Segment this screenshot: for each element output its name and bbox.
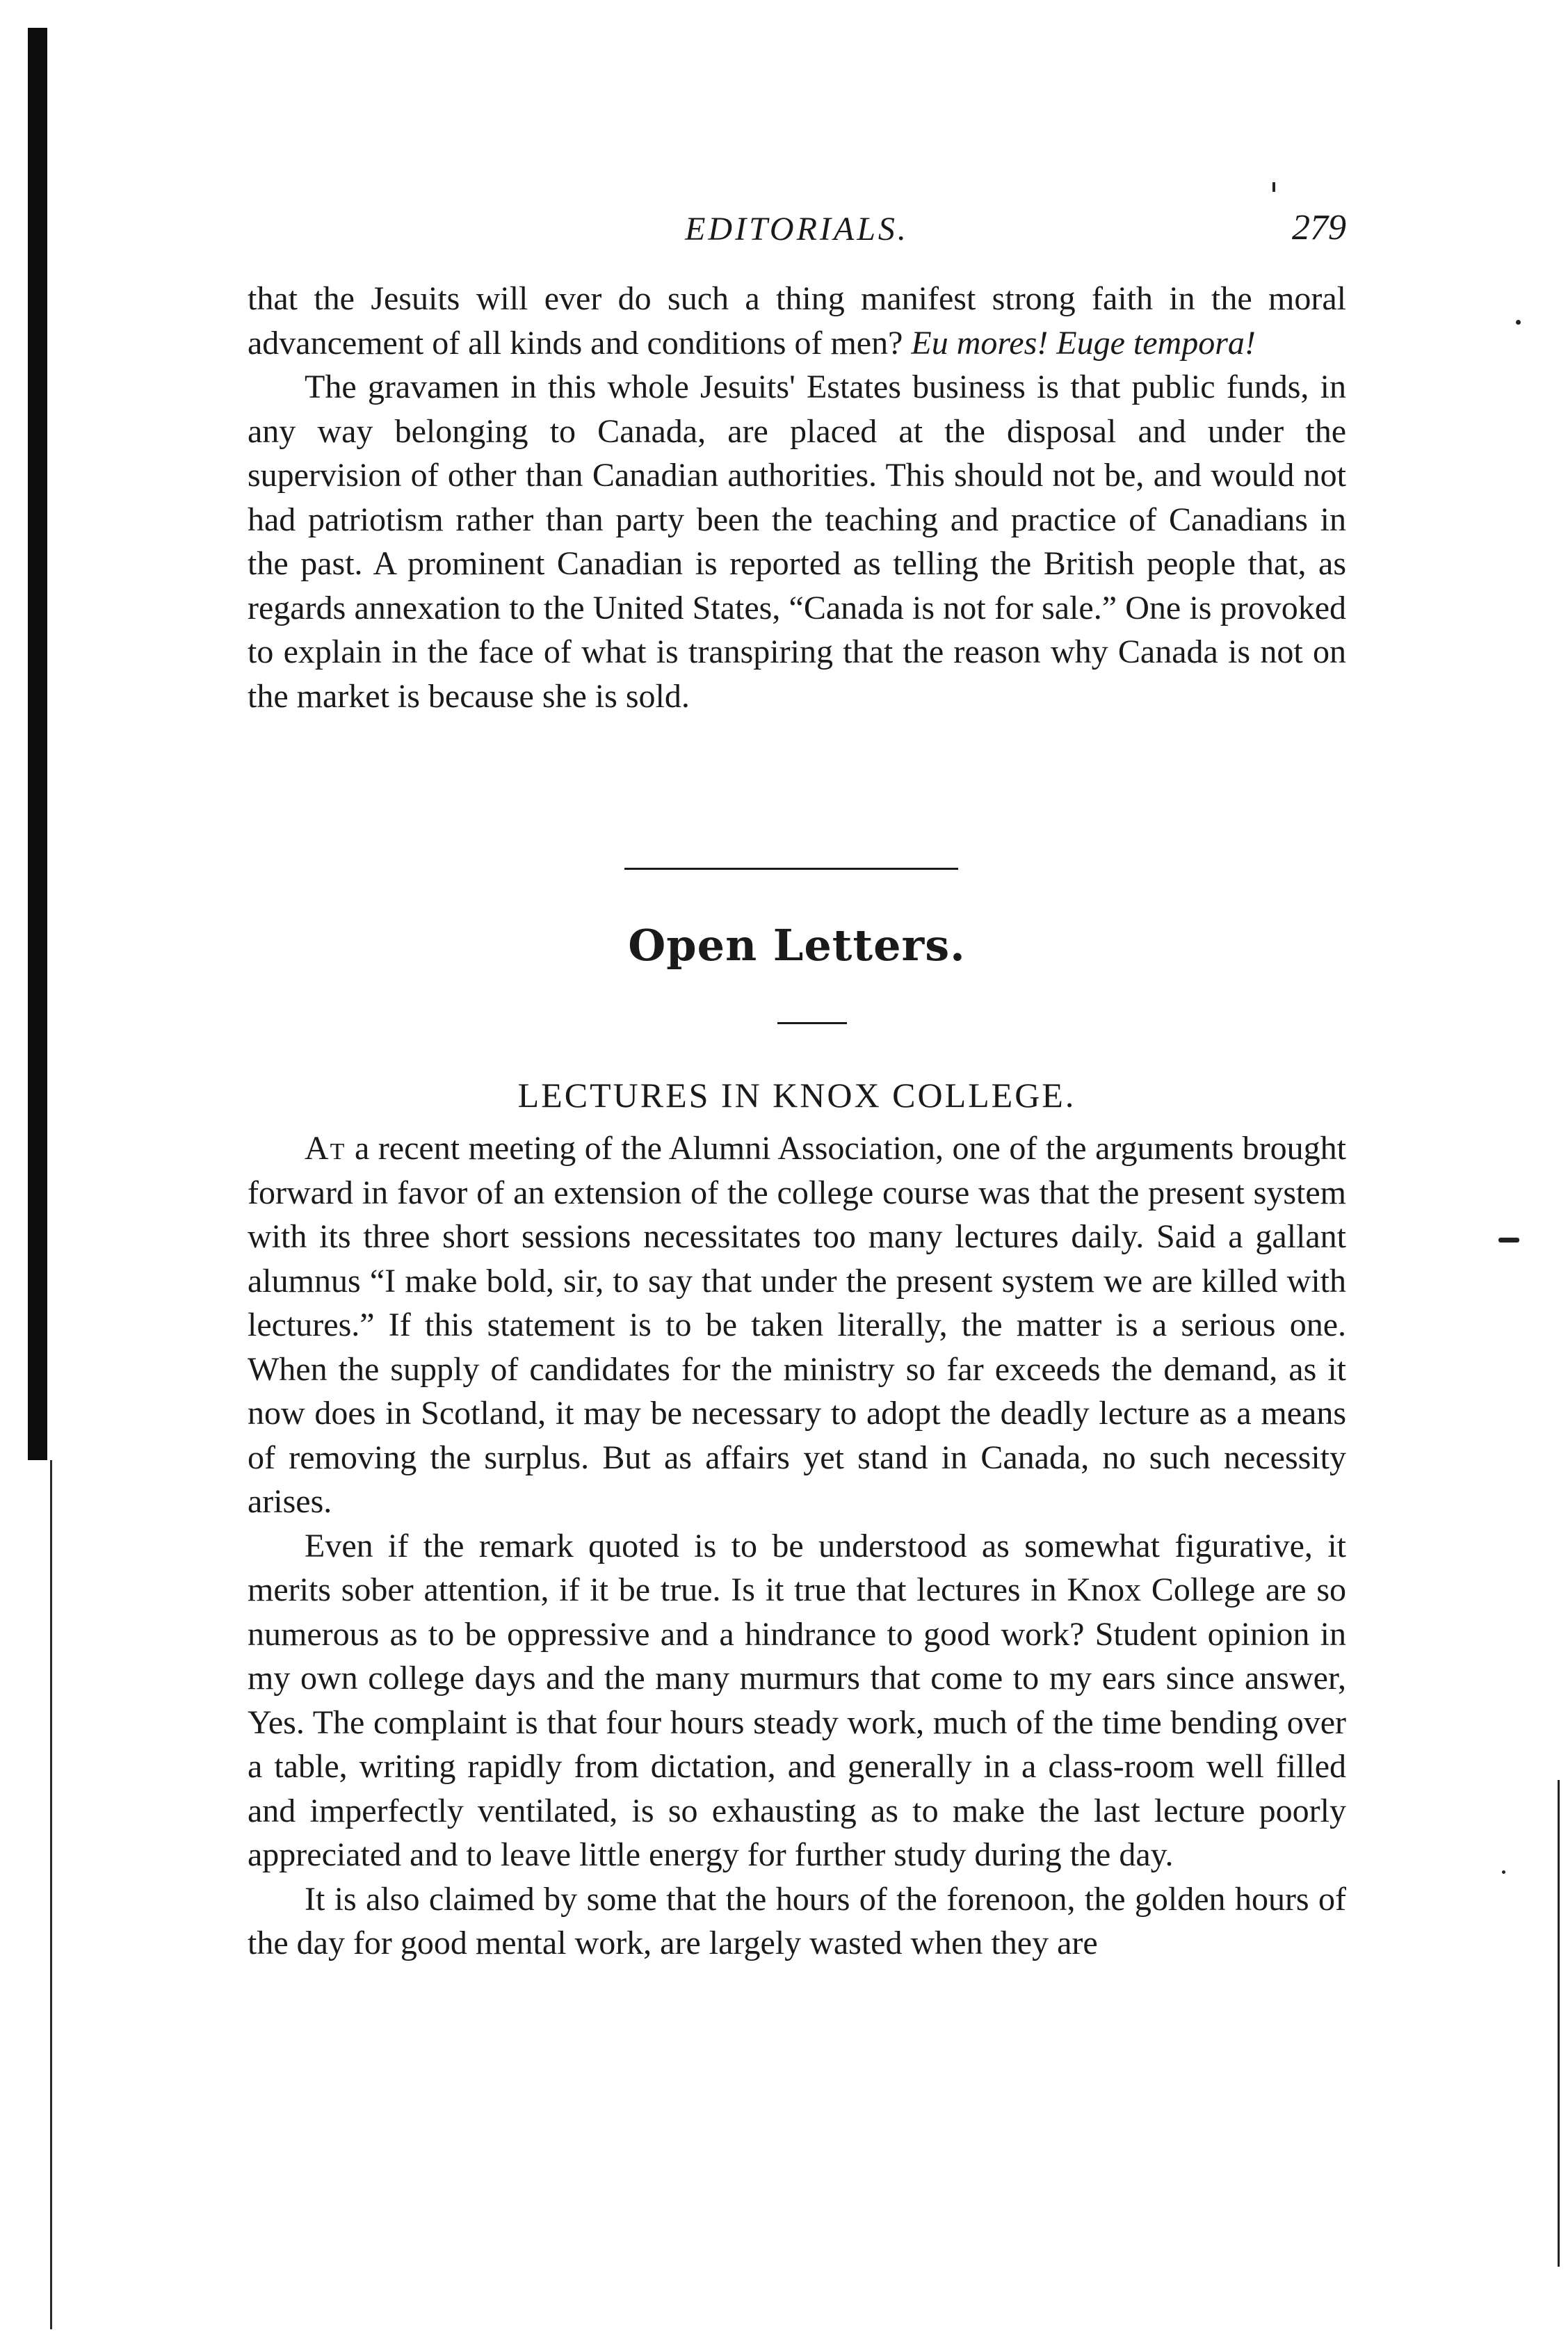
scan-speck [1272,182,1275,192]
section-divider-rule [624,868,958,870]
scan-speck [1498,1238,1519,1243]
scan-speck [1558,1780,1560,2267]
article-paragraph-3: It is also claimed by some that the hours of the forenoon, the golden hours of the day for good mental work, are largely wasted when they are [248,1880,1346,1961]
article-paragraph-1-text: a recent meeting of the Alumni Association, one of the arguments brought forward in favor of an extension of the college course was that the present system with its three short sessions necessitates too many lectures daily. Said a gallant alumnus “I make bold, sir, to say that under the present system we are killed with lectures.” If this statement is to be taken literally, the matter is a serious one. When the supply of candidates for the ministry so far exceeds the demand, as it now does in Scotland, it may be necessary to adopt the deadly lecture as a means of removing the surplus. But as affairs yet stand in Canada, no such necessity arises. [248,1130,1347,1520]
section-title: Open Letters. [628,920,966,971]
article-paragraph-2: Even if the remark quoted is to be understood as somewhat figurative, it merits sober attention, if it be true. Is it true that lectures in Knox College are so numerous as to be oppressive and a hindrance to good work? Student opinion in my own college days and the many murmurs that come to my ears since answer, Yes. The complaint is that four hours steady work, much of the time bending over a table, writing rapidly from dictation, and generally in a class-room well filled and imperfectly ventilated, is so exhausting as to make the last lecture poorly appreciated and to leave little energy for further study during the day. [248,1527,1346,1873]
editorial-text [248,277,1346,718]
editorial-paragraph-2: The gravamen in this whole Jesuits' Estates business is that public funds, in any way belonging to Canada, are placed at the disposal and under the supervision of other than Canadian authorities. This should not be, and would not had patriotism rather than party been the teaching and practice of Canadians in the past. A prominent Canadian is reported as telling the British people that, as regards annexation to the United States, “Canada is not for sale.” One is provoked to explain in the face of what is transpiring that the reason why Canada is not on the market is because she is sold. [248,369,1346,715]
scan-speck [1502,1870,1505,1874]
article-text [248,1126,1346,1966]
editorial-paragraph-1-italic: Eu mores! Euge tempora! [911,324,1256,362]
editorial-paragraph-1 [248,277,1346,365]
page-binding-line [50,1460,52,2329]
editorial-paragraph-1-text: that the Jesuits will ever do such a thing manifest strong faith in the moral advancement of all kinds and conditions of men? [248,280,1346,362]
scan-speck [1516,320,1521,325]
section-title-underline [777,1022,847,1024]
article-title: LECTURES IN KNOX COLLEGE. [517,1076,1076,1115]
page-number: 279 [1292,208,1346,248]
article-paragraph-1 [248,1126,1346,1524]
running-head: EDITORIALS. [685,211,909,248]
page-binding-edge [28,28,47,1460]
article-paragraph-1-lead: At [305,1130,346,1167]
page-header [248,207,1346,263]
